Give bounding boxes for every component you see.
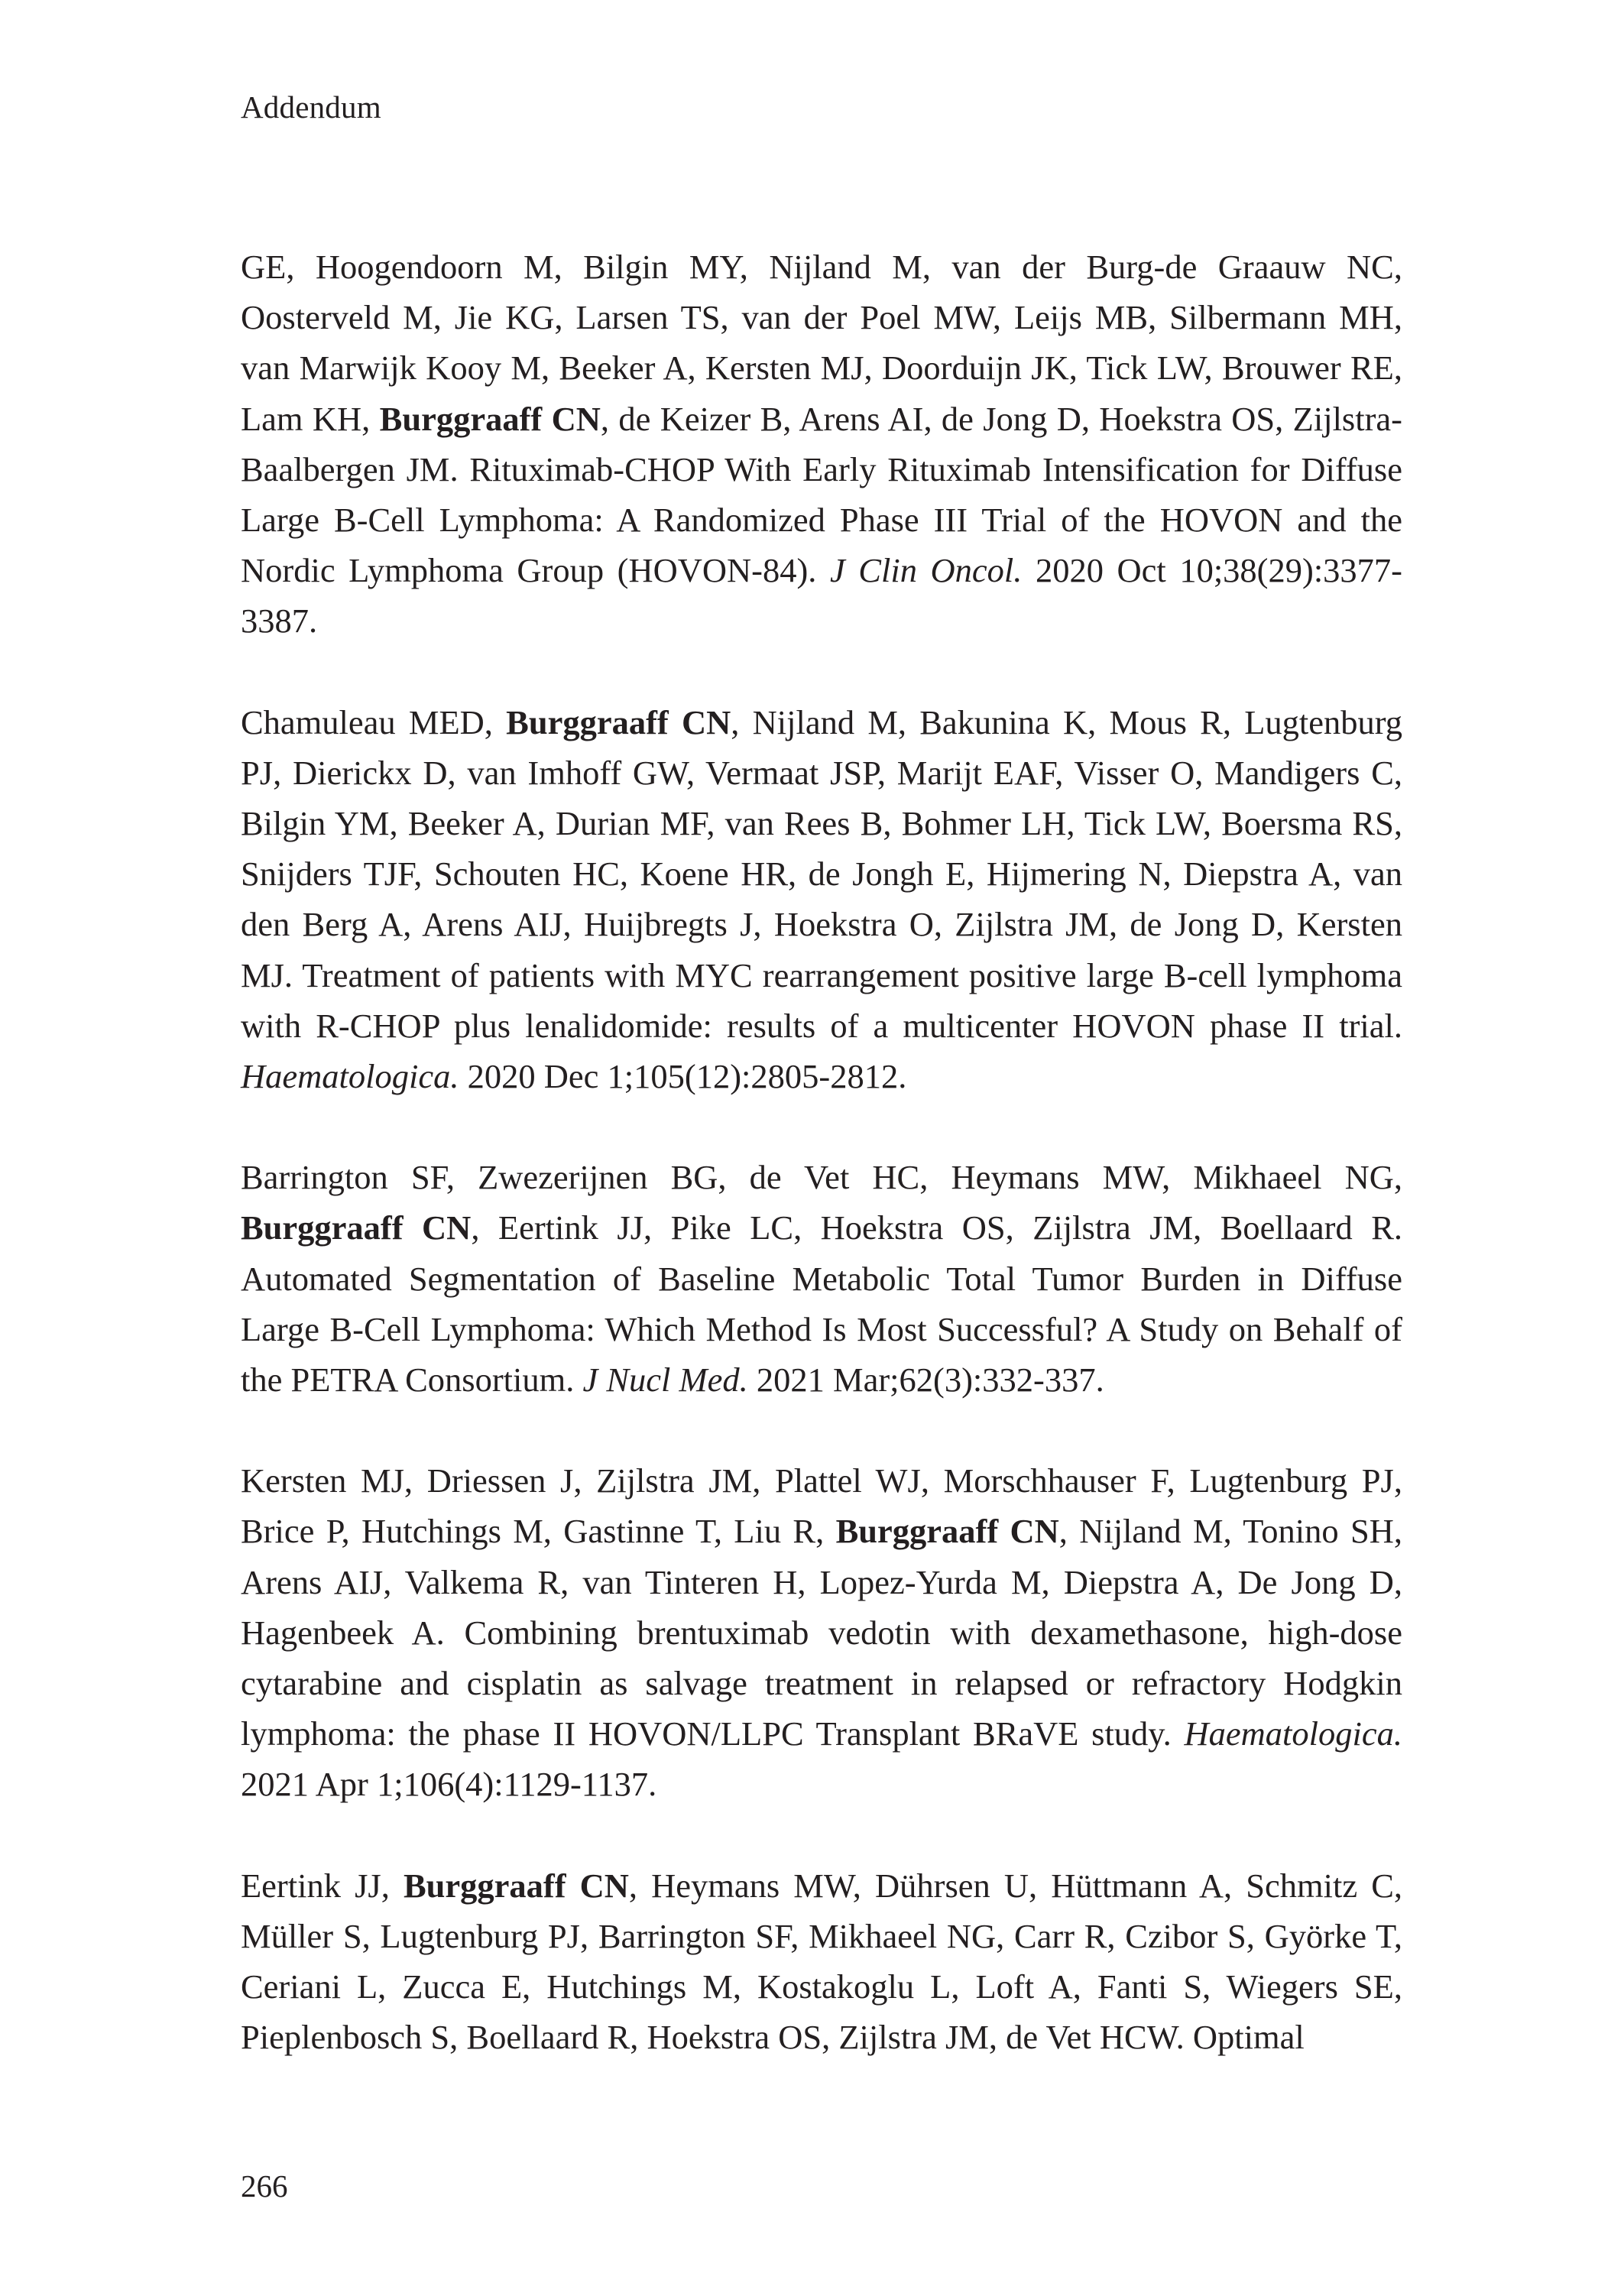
reference-text: , Heymans MW, Dührsen U, Hüttmann A, Schmitz C, Müller S, Lugtenburg PJ, Barrington SF, Mikhaeel NG, Carr R, Czibor S, Györke T, Ceriani L, Zucca E, Hutchings M, Kostakoglu L, Loft A, Fanti S, Wiegers SE, Pieplenbosch S, Boellaard R, Hoekstra OS, Zijlstra JM, de Vet HCW. Optimal: [241, 1866, 1402, 2057]
reference-text: , Nijland M, Bakunina K, Mous R, Lugtenburg PJ, Dierickx D, van Imhoff GW, Vermaat JSP, Marijt EAF, Visser O, Mandigers C, Bilgin YM, Beeker A, Durian MF, van Rees B, Bohmer LH, Tick LW, Boersma RS, Snijders TJF, Schouten HC, Koene HR, de Jongh E, Hijmering N, Diepstra A, van den Berg A, Arens AIJ, Huijbregts J, Hoekstra O, Zijlstra JM, de Jong D, Kersten MJ. Treatment of patients with MYC rearrangement positive large B-cell lymphoma with R-CHOP plus lenalidomide: results of a multicenter HOVON phase II trial.: [241, 702, 1403, 1045]
reference-authors-pre: Chamuleau MED,: [241, 702, 507, 741]
reference-text: , de Keizer B, Arens AI, de Jong D, Hoekstra OS, Zijlstra-Baalbergen JM. Rituximab-CHOP With Early Rituximab Intensification for Diffuse Large B-Cell Lymphoma: A Randomized Phase III Trial of the HOVON and the Nordic Lymphoma Group (HOVON-84).: [241, 399, 1402, 590]
reference-item: [241, 242, 1402, 647]
journal-name: J Clin Oncol.: [829, 551, 1023, 590]
citation-details: 2020 Oct 10;38(29):3377-3387.: [241, 551, 1402, 641]
reference-text: , Eertink JJ, Pike LC, Hoekstra OS, Zijlstra JM, Boellaard R. Automated Segmentation of Baseline Metabolic Total Tumor Burden in Diffuse Large B-Cell Lymphoma: Which Method Is Most Successful? A Study on Behalf of the PETRA Consortium.: [241, 1208, 1403, 1399]
reference-item: [241, 697, 1402, 1102]
highlighted-author: Burggraaff CN: [379, 399, 601, 438]
highlighted-author: Burggraaff CN: [506, 702, 731, 741]
highlighted-author: Burggraaff CN: [835, 1512, 1059, 1551]
reference-item: [241, 1455, 1402, 1809]
citation-details: 2020 Dec 1;105(12):2805-2812.: [459, 1057, 907, 1096]
journal-name: J Nucl Med.: [582, 1361, 748, 1399]
citation-details: 2021 Mar;62(3):332-337.: [747, 1361, 1104, 1399]
reference-item: [241, 1152, 1402, 1405]
running-head: Addendum: [241, 89, 381, 125]
reference-authors-pre: Barrington SF, Zwezerijnen BG, de Vet HC, Heymans MW, Mikhaeel NG,: [241, 1158, 1402, 1197]
highlighted-author: Burggraaff CN: [241, 1208, 472, 1247]
reference-authors-pre: Kersten MJ, Driessen J, Zijlstra JM, Plattel WJ, Morschhauser F, Lugtenburg PJ, Brice P, Hutchings M, Gastinne T, Liu R,: [241, 1461, 1402, 1551]
page-number: 266: [241, 2168, 288, 2204]
citation-details: 2021 Apr 1;106(4):1129-1137.: [241, 1765, 657, 1804]
journal-name: Haematologica.: [1184, 1714, 1402, 1753]
reference-list: [241, 242, 1402, 2113]
reference-text: , Nijland M, Tonino SH, Arens AIJ, Valkema R, van Tinteren H, Lopez-Yurda M, Diepstra A, De Jong D, Hagenbeek A. Combining brentuximab vedotin with dexamethasone, high-dose cytarabine and cisplatin as salvage treatment in relapsed or refractory Hodgkin lymphoma: the phase II HOVON/LLPC Transplant BRaVE study.: [241, 1512, 1403, 1753]
reference-item: [241, 1860, 1402, 2063]
journal-name: Haematologica.: [241, 1057, 459, 1096]
reference-authors-pre: Eertink JJ,: [241, 1866, 404, 1905]
highlighted-author: Burggraaff CN: [403, 1866, 629, 1905]
reference-authors-pre: GE, Hoogendoorn M, Bilgin MY, Nijland M, van der Burg-de Graauw NC, Oosterveld M, Jie KG, Larsen TS, van der Poel MW, Leijs MB, Silbermann MH, van Marwijk Kooy M, Beeker A, Kersten MJ, Doorduijn JK, Tick LW, Brouwer RE, Lam KH,: [241, 248, 1402, 438]
